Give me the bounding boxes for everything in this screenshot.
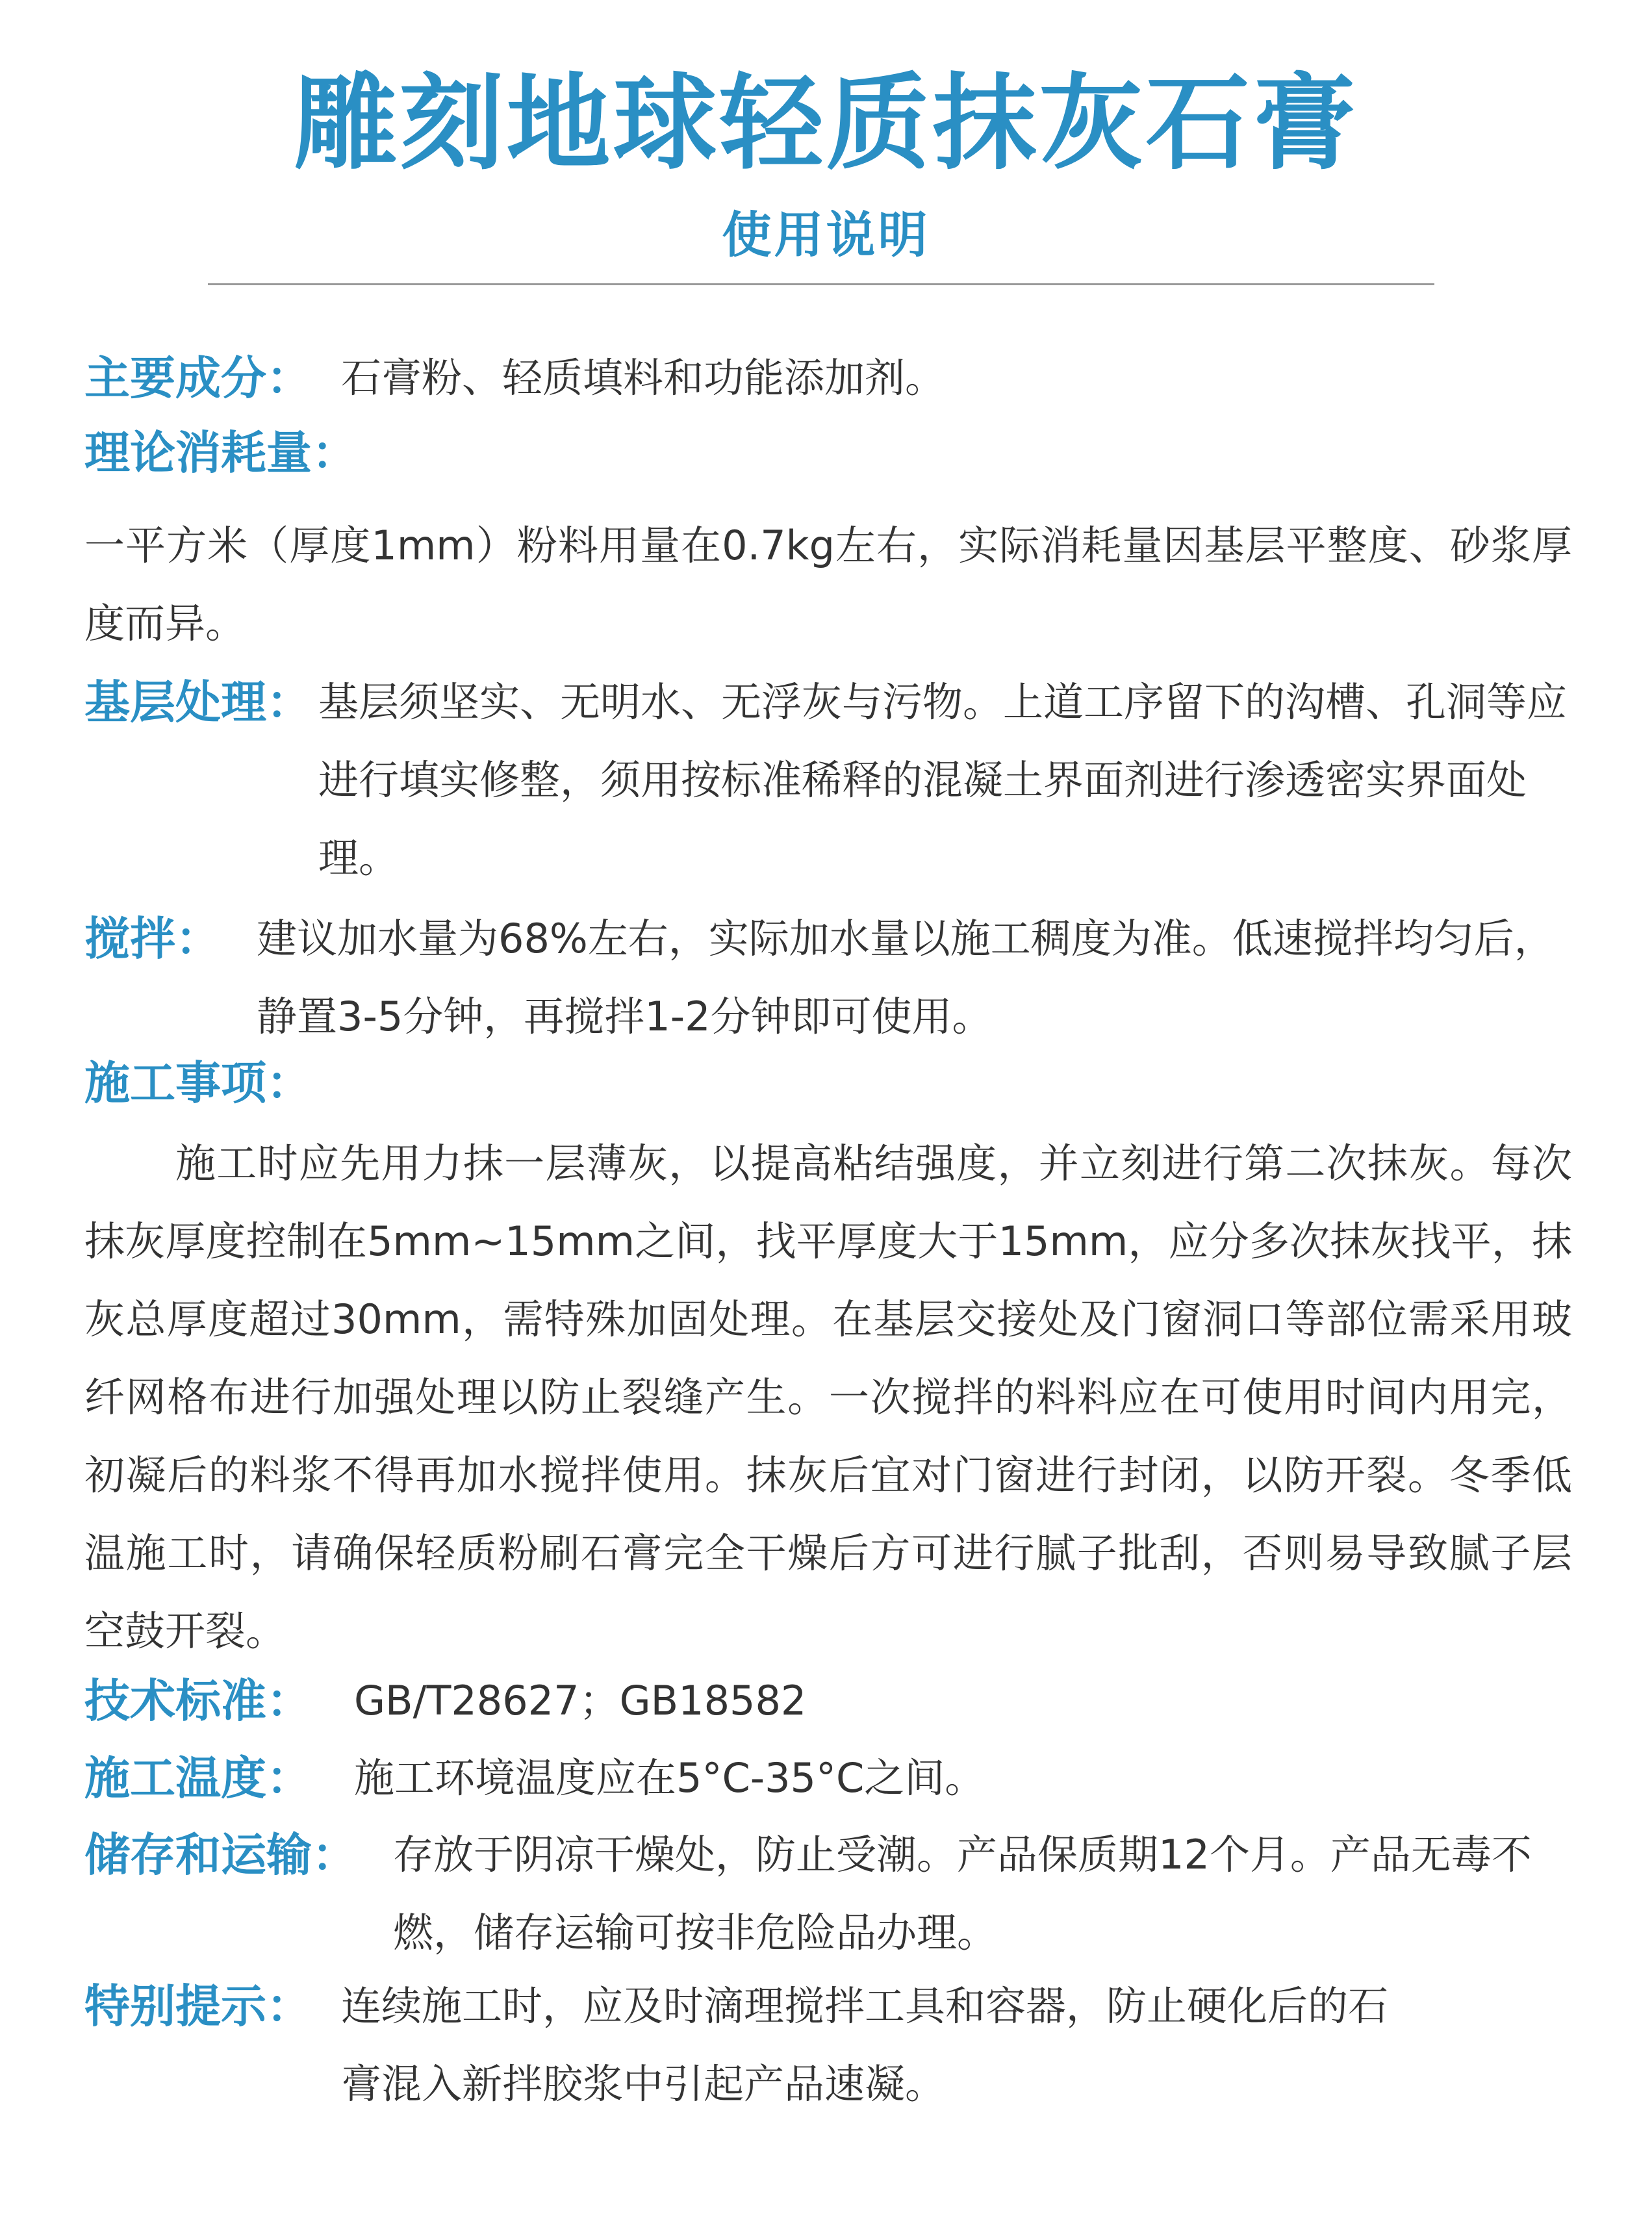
composition-text: 石膏粉、轻质填料和功能添加剂。 <box>341 354 946 402</box>
section-temperature <box>84 1749 1572 1814</box>
special-text: 连续施工时，应及时滴理搅拌工具和容器，防止硬化后的石膏混入新拌胶浆中引起产品速凝。 <box>341 1982 1389 2108</box>
section-base <box>84 673 1572 907</box>
notes-text: 施工时应先用力抹一层薄灰，以提高粘结强度，并立刻进行第二次抹灰。每次抹灰厚度控制在5mm~15mm之间，找平厚度大于15mm，应分多次抹灰找平，抹灰总厚度超过30mm，需特殊加固处理。在基层交接处及门窗洞口等部位需采用玻纤网格布进行加强处理以防止裂缝产生。一次搅拌的料料应在可使用时间内用完，初凝后的料浆不得再加水搅拌使用。抹灰后宜对门窗进行封闭，以防开裂。冬季低温施工时，请确保轻质粉刷石膏完全干燥后方可进行腻子批刮，否则易导致腻子层空鼓开裂。 <box>84 1140 1572 1655</box>
special-label: 特别提示： <box>84 1980 312 2033</box>
base-text: 基层须坚实、无明水、无浮灰与污物。上道工序留下的沟槽、孔洞等应进行填实修整，须用按标准稀释的混凝土界面剂进行渗透密实界面处理。 <box>318 678 1568 882</box>
notes-label: 施工事项： <box>84 1056 312 1110</box>
standard-text: GB/T28627；GB18582 <box>354 1677 807 1724</box>
mixing-label: 搅拌： <box>84 912 221 965</box>
section-notes <box>84 1054 1572 1119</box>
base-label: 基层处理： <box>84 676 312 729</box>
section-composition <box>84 349 1572 414</box>
section-standard <box>84 1672 1572 1737</box>
composition-label: 主要成分： <box>84 351 312 405</box>
section-special <box>84 1977 1572 2133</box>
page-subtitle: 使用说明 <box>722 206 930 264</box>
consumption-label: 理论消耗量： <box>84 426 357 479</box>
temperature-text: 施工环境温度应在5°C-35°C之间。 <box>354 1754 985 1802</box>
section-mixing <box>84 910 1572 1065</box>
section-consumption <box>84 424 1572 489</box>
page-title: 雕刻地球轻质抹灰石膏 <box>293 62 1359 184</box>
storage-label: 储存和运输： <box>84 1828 357 1882</box>
title-divider <box>208 283 1434 285</box>
mixing-text: 建议加水量为68%左右，实际加水量以施工稠度为准。低速搅拌均匀后，静置3-5分钟，再搅拌1-2分钟即可使用。 <box>257 915 1555 1040</box>
consumption-text: 一平方米（厚度1mm）粉料用量在0.7kg左右，实际消耗量因基层平整度、砂浆厚度而异。 <box>84 522 1572 647</box>
standard-label: 技术标准： <box>84 1674 312 1728</box>
section-storage <box>84 1826 1572 1982</box>
storage-text: 存放于阴凉干燥处，防止受潮。产品保质期12个月。产品无毒不燃，储存运输可按非危险品办理。 <box>393 1831 1532 1956</box>
temperature-label: 施工温度： <box>84 1752 312 1805</box>
